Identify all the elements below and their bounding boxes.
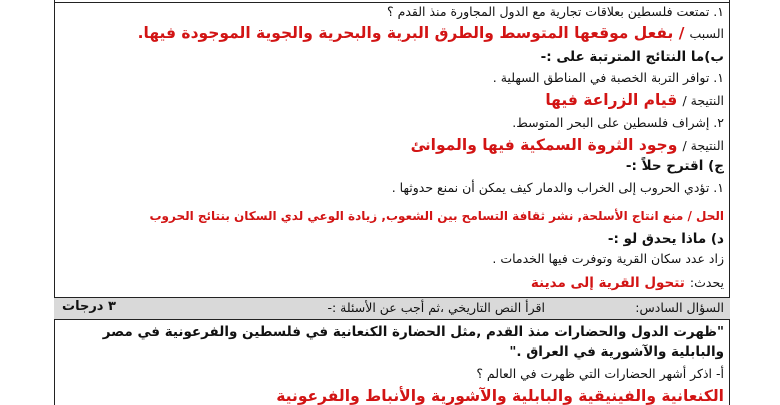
question-6-label: السؤال السادس: <box>635 300 724 315</box>
cause-line <box>138 23 724 42</box>
cause-answer: / بفعل موقعها المتوسط والطرق البرية والبحرية والجوية الموجودة فيها. <box>137 24 685 42</box>
question-6-degrees: ٣ درجات <box>62 299 116 314</box>
result-label-2: النتيجة / <box>682 138 724 153</box>
page-border-left <box>54 0 55 405</box>
section-d-item-1: زاد عدد سكان القرية وتوفرت فيها الخدمات . <box>492 251 724 266</box>
question-6-task: اقرأ النص التاريخي ،ثم أجب عن الأسئلة :- <box>327 300 545 315</box>
result-line-2 <box>411 135 724 154</box>
result-answer-1: قيام الزراعة فيها <box>545 91 678 109</box>
solution-answer: الحل / منع انتاج الأسلحة, نشر ثقافة التسامح بين الشعوب, زيادة الوعي لدي السكان بنتائج الحروب <box>149 209 724 223</box>
passage-question-a: أ- اذكر أشهر الحضارات التي ظهرت في العالم ؟ <box>476 366 724 381</box>
result-label-1: النتيجة / <box>682 93 724 108</box>
result-answer-2: وجود الثروة السمكية فيها والموانئ <box>410 136 678 154</box>
happens-label: يحدث: <box>689 275 724 290</box>
worksheet-page <box>54 0 730 405</box>
question-a1-text: ١. تمتعت فلسطين بعلاقات تجارية مع الدول المجاورة منذ القدم ؟ <box>387 4 724 19</box>
section-b-item-2: ٢. إشراف فلسطين على البحر المتوسط. <box>512 115 724 130</box>
section-b-item-1: ١. توافر التربة الخصبة في المناطق السهلية . <box>492 70 724 85</box>
section-c-heading: ج) اقترح حلاً :- <box>625 158 724 174</box>
top-rule <box>54 2 730 3</box>
cause-label: السبب <box>689 26 724 41</box>
section-c-item-1: ١. تؤدي الحروب إلى الخراب والدمار كيف يمكن أن نمنع حدوثها . <box>391 180 724 195</box>
section-d-heading: د) ماذا يحدق لو :- <box>607 231 724 247</box>
passage-text: "ظهرت الدول والحضارات منذ القدم ,مثل الحضارة الكنعانية في فلسطين والفرعونية في مصر والبابلية والآشورية في العراق ." <box>102 324 724 360</box>
happens-answer: تتحول القرية إلى مدينة <box>530 275 685 291</box>
result-line-1 <box>545 90 724 109</box>
passage-answer-a: الكنعانية والفينيقية والبابلية والآشورية والأنباط والفرعونية <box>276 387 724 405</box>
section-b-heading: ب)ما النتائج المترتبة على :- <box>540 49 724 65</box>
page-border-right <box>729 0 730 405</box>
happens-line <box>531 272 724 291</box>
question-6-header <box>54 297 730 320</box>
